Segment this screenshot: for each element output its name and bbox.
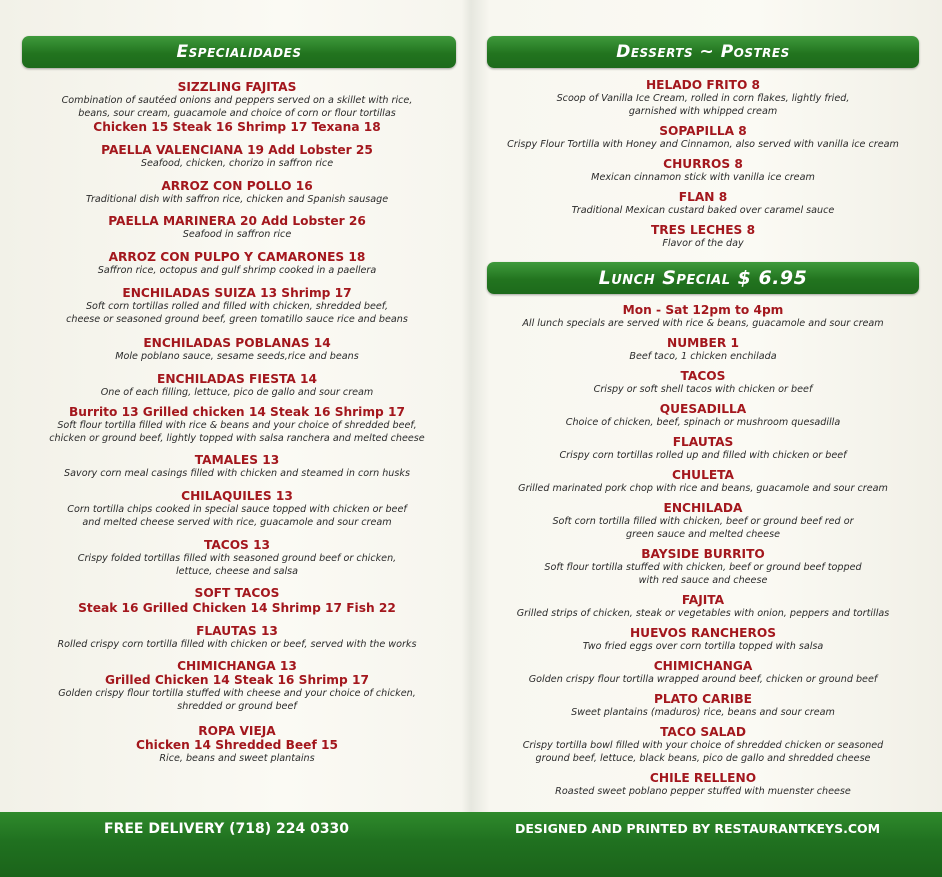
item-title: Burrito 13 Grilled chicken 14 Steak 16 Shrimp 17 <box>69 405 405 419</box>
desserts-banner <box>487 36 919 68</box>
menu-item <box>18 336 456 363</box>
item-title: NUMBER 1 <box>667 336 739 350</box>
item-desc: Sweet plantains (maduros) rice, beans and sour cream <box>571 707 835 718</box>
item-title: FLAUTAS 13 <box>196 624 278 638</box>
item-desc: Beef taco, 1 chicken enchilada <box>629 351 777 362</box>
item-desc: Soft corn tortillas rolled and filled with chicken, shredded beef, <box>85 301 389 312</box>
item-desc: Traditional dish with saffron rice, chicken and Spanish sausage <box>85 194 389 205</box>
item-prices: Chicken 14 Shredded Beef 15 <box>136 738 338 752</box>
item-title: CHILE RELLENO <box>649 771 757 785</box>
item-title: PAELLA MARINERA 20 Add Lobster 26 <box>108 214 366 228</box>
item-title: HUEVOS RANCHEROS <box>629 626 777 640</box>
menu-item <box>18 659 456 713</box>
item-desc: Crispy or soft shell tacos with chicken or beef <box>593 384 813 395</box>
item-title: ROPA VIEJA <box>198 724 276 738</box>
item-title: BAYSIDE BURRITO <box>641 547 765 561</box>
item-desc: ground beef, lettuce, black beans, pico de gallo and shredded cheese <box>535 753 871 764</box>
item-desc: garnished with whipped cream <box>628 106 778 117</box>
item-title: ARROZ CON POLLO 16 <box>161 179 313 193</box>
item-desc: Grilled strips of chicken, steak or vegetables with onion, peppers and tortillas <box>516 608 890 619</box>
item-title: TAMALES 13 <box>194 453 280 467</box>
item-desc: Soft flour tortilla filled with rice & beans and your choice of shredded beef, <box>57 420 417 431</box>
item-desc: cheese or seasoned ground beef, green tomatillo sauce rice and beans <box>66 314 408 325</box>
delivery-phone: FREE DELIVERY (718) 224 0330 <box>104 821 350 837</box>
item-title: CHURROS 8 <box>663 157 743 171</box>
item-desc: Combination of sautéed onions and peppers served on a skillet with rice, <box>61 95 413 106</box>
menu-item <box>18 724 456 765</box>
item-title: PLATO CARIBE <box>653 692 752 706</box>
item-desc: green sauce and melted cheese <box>625 529 781 540</box>
menu-item <box>18 538 456 578</box>
item-desc: Saffron rice, octopus and gulf shrimp cooked in a paellera <box>97 265 377 276</box>
item-prices: Chicken 15 Steak 16 Shrimp 17 Texana 18 <box>93 120 381 134</box>
item-desc: Scoop of Vanilla Ice Cream, rolled in corn flakes, lightly fried, <box>556 93 850 104</box>
lunch-item <box>484 435 922 462</box>
item-title: QUESADILLA <box>659 402 747 416</box>
dessert-item <box>484 157 922 184</box>
menu-item <box>18 624 456 651</box>
item-title: FLAUTAS <box>672 435 734 449</box>
menu-item <box>18 453 456 480</box>
item-title: TACOS <box>680 369 726 383</box>
item-prices: Grilled Chicken 14 Steak 16 Shrimp 17 <box>105 673 369 687</box>
item-title: FLAN 8 <box>678 190 728 204</box>
item-desc: Soft corn tortilla filled with chicken, beef or ground beef red or <box>552 516 854 527</box>
item-desc: Roasted sweet poblano pepper stuffed with muenster cheese <box>555 786 851 797</box>
designer-credit: DESIGNED AND PRINTED BY RESTAURANTKEYS.COM <box>515 821 881 836</box>
menu-item <box>18 586 456 615</box>
lunch-item <box>484 626 922 653</box>
lunch-item <box>484 692 922 719</box>
item-title: ARROZ CON PULPO Y CAMARONES 18 <box>108 250 366 264</box>
menu-item <box>18 80 456 134</box>
item-desc: Grilled marinated pork chop with rice and beans, guacamole and sour cream <box>518 483 888 494</box>
item-desc: Crispy corn tortillas rolled up and filled with chicken or beef <box>559 450 847 461</box>
item-title: HELADO FRITO 8 <box>645 78 761 92</box>
item-desc: with red sauce and cheese <box>638 575 768 586</box>
item-desc: Mexican cinnamon stick with vanilla ice cream <box>591 172 815 183</box>
item-desc: chicken or ground beef, lightly topped with salsa ranchera and melted cheese <box>49 433 425 444</box>
item-desc: and melted cheese served with rice, guacamole and sour cream <box>82 517 392 528</box>
desserts-heading: Desserts ~ Postres <box>616 42 790 62</box>
menu-item <box>18 214 456 241</box>
item-desc: Corn tortilla chips cooked in special sauce topped with chicken or beef <box>67 504 407 515</box>
item-desc: Savory corn meal casings filled with chicken and steamed in corn husks <box>64 468 410 479</box>
item-desc: Seafood, chicken, chorizo in saffron rice <box>140 158 334 169</box>
item-title: TACOS 13 <box>203 538 271 552</box>
dessert-item <box>484 223 922 250</box>
lunch-item <box>484 547 922 587</box>
lunch-item <box>484 771 922 798</box>
lunch-item <box>484 468 922 495</box>
item-desc: Soft flour tortilla stuffed with chicken, beef or ground beef topped <box>544 562 862 573</box>
item-title: CHIMICHANGA 13 <box>177 659 297 673</box>
especialidades-heading: Especialidades <box>176 42 302 62</box>
item-desc: beans, sour cream, guacamole and choice of corn or flour tortillas <box>78 108 396 119</box>
item-desc: All lunch specials are served with rice & beans, guacamole and sour cream <box>522 318 884 329</box>
item-title: CHIMICHANGA <box>653 659 753 673</box>
item-desc: Crispy Flour Tortilla with Honey and Cinnamon, also served with vanilla ice cream <box>507 139 899 150</box>
item-desc: Crispy tortilla bowl filled with your choice of shredded chicken or seasoned <box>522 740 884 751</box>
item-title: ENCHILADAS POBLANAS 14 <box>143 336 331 350</box>
menu-item <box>18 405 456 445</box>
dessert-item <box>484 124 922 151</box>
item-desc: Golden crispy flour tortilla stuffed with cheese and your choice of chicken, <box>58 688 416 699</box>
menu-item <box>18 179 456 206</box>
item-title: CHULETA <box>672 468 734 482</box>
item-title: Mon - Sat 12pm to 4pm <box>622 303 784 317</box>
lunch-item <box>484 659 922 686</box>
lunch-banner <box>487 262 919 294</box>
especialidades-banner <box>22 36 456 68</box>
item-desc: shredded or ground beef <box>177 701 297 712</box>
item-desc: Flavor of the day <box>662 238 744 249</box>
menu-item <box>18 286 456 326</box>
lunch-item <box>484 336 922 363</box>
item-desc: Rice, beans and sweet plantains <box>159 753 315 764</box>
dessert-item <box>484 190 922 217</box>
lunch-item <box>484 593 922 620</box>
menu-item <box>18 250 456 277</box>
item-desc: One of each filling, lettuce, pico de gallo and sour cream <box>100 387 374 398</box>
menu-item <box>18 372 456 399</box>
lunch-item <box>484 369 922 396</box>
item-title: SOFT TACOS <box>194 586 280 600</box>
item-desc: Rolled crispy corn tortilla filled with chicken or beef, served with the works <box>57 639 417 650</box>
item-desc: Traditional Mexican custard baked over caramel sauce <box>571 205 835 216</box>
item-desc: Seafood in saffron rice <box>182 229 292 240</box>
item-title: CHILAQUILES 13 <box>181 489 293 503</box>
item-desc: Choice of chicken, beef, spinach or mushroom quesadilla <box>565 417 841 428</box>
menu-item <box>18 143 456 170</box>
item-title: SIZZLING FAJITAS <box>177 80 297 94</box>
item-desc: Two fried eggs over corn tortilla topped with salsa <box>582 641 824 652</box>
lunch-item <box>484 402 922 429</box>
item-title: ENCHILADAS FIESTA 14 <box>157 372 317 386</box>
item-title: ENCHILADA <box>663 501 743 515</box>
item-title: SOPAPILLA 8 <box>659 124 747 138</box>
item-title: TRES LECHES 8 <box>650 223 756 237</box>
item-desc: Crispy folded tortillas filled with seasoned ground beef or chicken, <box>77 553 397 564</box>
menu-item <box>18 489 456 529</box>
dessert-item <box>484 78 922 118</box>
item-desc: Golden crispy flour tortilla wrapped around beef, chicken or ground beef <box>528 674 878 685</box>
item-prices: Steak 16 Grilled Chicken 14 Shrimp 17 Fish 22 <box>78 601 396 615</box>
item-desc: lettuce, cheese and salsa <box>175 566 299 577</box>
item-title: ENCHILADAS SUIZA 13 Shrimp 17 <box>122 286 352 300</box>
lunch-item <box>484 725 922 765</box>
item-title: TACO SALAD <box>660 725 746 739</box>
lunch-item <box>484 303 922 330</box>
lunch-heading: Lunch Special $ 6.95 <box>598 267 808 289</box>
item-desc: Mole poblano sauce, sesame seeds,rice and beans <box>115 351 359 362</box>
lunch-item <box>484 501 922 541</box>
item-title: PAELLA VALENCIANA 19 Add Lobster 25 <box>101 143 373 157</box>
item-title: FAJITA <box>681 593 725 607</box>
